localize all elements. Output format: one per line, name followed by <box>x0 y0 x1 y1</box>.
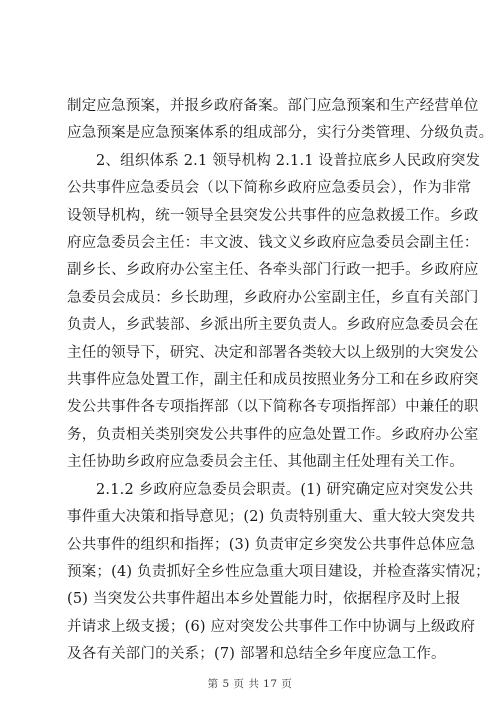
paragraph-intro <box>67 93 494 148</box>
text-line: 务，负责相关类别突发公共事件的应急处置工作。乡政府办公室 <box>67 426 479 443</box>
text-line: 负责人，乡武装部、乡派出所主要负责人。乡政府应急委员会在 <box>67 317 479 334</box>
text-line: 预案；(4) 负责抓好全乡性应急重大项目建设，并检查落实情况； <box>67 563 490 580</box>
text-line: 制定应急预案，并报乡政府备案。部门应急预案和生产经营单位 <box>67 98 479 114</box>
text-line: 共事件应急处置工作，副主任和成员按照业务分工和在乡政府突 <box>67 372 479 389</box>
text-line: 设领导机构，统一领导全县突发公共事件的应急救援工作。乡政 <box>67 207 479 224</box>
text-line: 主任协助乡政府应急委员会主任、其他副主任处理有关工作。 <box>67 454 464 471</box>
text-line: (5) 当突发公共事件超出本乡处置能力时，依据程序及时上报 <box>67 591 461 608</box>
text-line: 急委员会成员：乡长助理，乡政府办公室副主任，乡直有关部门 <box>67 289 479 306</box>
text-line: 并请求上级支援；(6) 应对突发公共事件工作中协调与上级政府 <box>67 618 476 635</box>
text-line: 府应急委员会主任：丰文波、钱文义乡政府应急委员会副主任： <box>67 235 479 252</box>
text-line: 应急预案是应急预案体系的组成部分，实行分类管理、分级负责。 <box>67 125 494 142</box>
text-line: 事件重大决策和指导意见；(2) 负责特别重大、重大较大突发共 <box>67 509 476 526</box>
paragraph-duties <box>67 477 490 669</box>
text-line: 及各有关部门的关系；(7) 部署和总结全乡年度应急工作。 <box>67 646 446 663</box>
text-line: 发公共事件各专项指挥部（以下简称各专项指挥部）中兼任的职 <box>67 399 479 416</box>
document-body <box>67 93 494 669</box>
text-line: 2、组织体系 2.1 领导机构 2.1.1 设普拉底乡人民政府突发 <box>96 152 481 169</box>
text-line: 主任的领导下，研究、决定和部署各类较大以上级别的大突发公 <box>67 344 479 361</box>
page-number-footer: 第 5 页 共 17 页 <box>207 678 293 690</box>
text-line: 2.1.2 乡政府应急委员会职责。(1) 研究确定应对突发公共 <box>96 481 474 498</box>
text-line: 副乡长、乡政府办公室主任、各牵头部门行政一把手。乡政府应 <box>67 262 479 279</box>
paragraph-organization <box>67 148 481 477</box>
text-line: 公共事件应急委员会（以下简称乡政府应急委员会），作为非常 <box>67 180 472 197</box>
text-line: 公共事件的组织和指挥；(3) 负责审定乡突发公共事件总体应急 <box>67 536 476 553</box>
